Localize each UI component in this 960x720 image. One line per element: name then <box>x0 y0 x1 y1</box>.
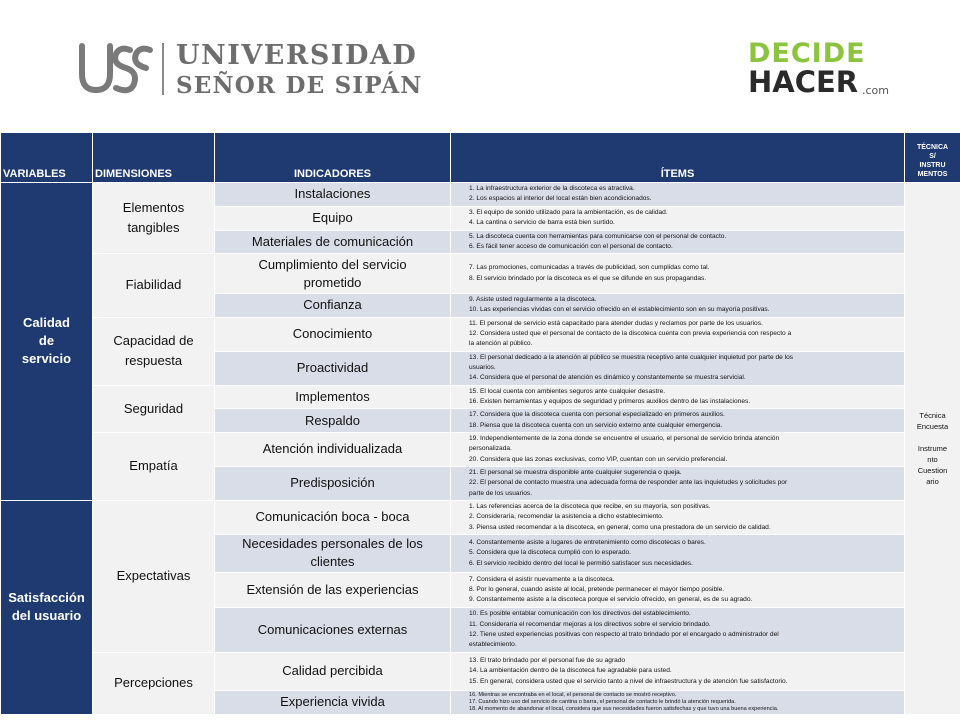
hacer-word: HACER <box>748 65 859 99</box>
item-line: 8. El servicio brindado por la discoteca es el que se difunde en sus propagandas. <box>469 274 707 282</box>
technique-cell <box>905 183 960 715</box>
dimension-expectativas: Expectativas <box>93 500 215 652</box>
items-cell <box>451 690 905 714</box>
items-cell <box>451 351 905 385</box>
table-row <box>1 500 960 534</box>
table-row <box>1 254 960 294</box>
item-line: 13. El personal dedicado a la atención al público se muestra receptivo ante cualquier inquietud por parte de los <box>469 353 794 361</box>
item-line: 1. La infraestructura exterior de la discoteca es atractiva. <box>469 185 635 192</box>
table-row <box>1 652 960 690</box>
indicator-cell: Materiales de comunicación <box>215 230 451 254</box>
indicator-cell: Experiencia vivida <box>215 690 451 714</box>
item-line: 6. Es fácil tener acceso de comunicación con el personal de contacto. <box>469 242 673 250</box>
items-cell <box>451 534 905 572</box>
header-tecnicas-line: INSTRU <box>919 162 946 169</box>
indicator-cell: Confianza <box>215 294 451 318</box>
indicator-cell: Proactividad <box>215 351 451 385</box>
technique-line: Encuesta <box>916 421 949 431</box>
operationalization-table <box>0 132 960 720</box>
item-line: 8. Por lo general, cuando asiste al local, pretende permanecer el mayor tiempo posible. <box>469 585 725 593</box>
technique-line: nto <box>927 454 938 464</box>
item-line: 18. Al momento de abandonar el local, considera que sus necesidades fueron satisfechas y que tuvo una buena experiencia. <box>469 705 779 712</box>
item-line: 9. Constantemente asiste a la discoteca porque el servicio ofrecido, en general, es de su agrado. <box>469 596 753 604</box>
item-line: 7. Considera el asistir nuevamente a la discoteca. <box>469 575 615 583</box>
dimension-fiabilidad: Fiabilidad <box>93 254 215 318</box>
uss-logo <box>74 40 422 98</box>
logo-separator <box>162 43 164 95</box>
item-line: 10. Es posible entablar comunicación con los directivos del establecimiento. <box>469 610 691 618</box>
indicator-cell: Instalaciones <box>215 183 451 207</box>
item-line: 11. El personal de servicio está capacitado para atender dudas y reclamos por parte de los usuarios. <box>469 319 763 327</box>
item-line: 15. El local cuenta con ambientes seguros ante cualquier desastre. <box>469 387 666 395</box>
indicator-cell: Conocimiento <box>215 317 451 351</box>
header-variables: VARIABLES <box>1 133 93 183</box>
item-line: parte de los usuarios. <box>469 489 533 497</box>
item-line: 3. El equipo de sonido utilizado para la ambientación, es de calidad. <box>469 208 668 216</box>
indicator-cell: Predisposición <box>215 466 451 500</box>
uss-mark-text: USS <box>114 97 117 98</box>
items-cell <box>451 607 905 652</box>
dimension-label: Elementos tangibles <box>122 200 185 236</box>
dimension-percepciones: Percepciones <box>93 652 215 714</box>
item-line: 11. Consideraría el recomendar mejoras a los directivos sobre el servicio brindado. <box>469 620 711 628</box>
item-line: 18. Piensa que la discoteca cuenta con un servicio externo ante cualquier emergencia. <box>469 421 723 429</box>
indicator-cell: Equipo <box>215 206 451 230</box>
items-cell <box>451 572 905 607</box>
items-cell <box>451 254 905 294</box>
item-line: usuarios. <box>469 364 496 372</box>
item-line: 3. Piensa usted recomendar a la discoteca, en general, como una prestadora de un servicio de calidad. <box>469 523 771 531</box>
indicator-cell: Extensión de las experiencias <box>215 572 451 607</box>
technique-line: Técnica <box>919 410 946 420</box>
dimension-capacidad <box>93 317 215 385</box>
item-line: 21. El personal se muestra disponible ante cualquier sugerencia o queja. <box>469 469 682 477</box>
items-cell <box>451 466 905 500</box>
decide-word: DECIDE <box>748 38 866 69</box>
indicator-cell: Comunicaciones externas <box>215 607 451 652</box>
technique-line: ario <box>926 476 939 486</box>
items-cell <box>451 206 905 230</box>
item-line: 16. Existen herramientas y equipos de seguridad y primeros auxilios dentro de las instalaciones. <box>469 398 751 406</box>
items-cell <box>451 500 905 534</box>
item-line: 14. Considera que el personal de atención es dinámico y constantemente se muestra servicial. <box>469 374 746 382</box>
items-cell <box>451 409 905 433</box>
uss-mark-icon <box>74 40 154 98</box>
page-header <box>0 0 960 132</box>
item-line: 6. El servicio recibido dentro del local le permitió satisfacer sus necesidades. <box>469 559 693 567</box>
item-line: 9. Asiste usted regularmente a la discoteca. <box>469 296 597 304</box>
item-line: 12. Considera usted que el personal de contacto de la discoteca cuenta con previa experiencia con respecto a <box>469 330 792 338</box>
items-cell <box>451 230 905 254</box>
item-line: 10. Las experiencias vividas con el servicio ofrecido en el establecimiento son en su mayoría positivas. <box>469 306 770 314</box>
dotcom-suffix: .com <box>862 84 889 97</box>
item-line: 5. La discoteca cuenta con herramientas para comunicarse con el personal de contacto. <box>469 232 727 240</box>
table-row <box>1 432 960 466</box>
items-cell <box>451 294 905 318</box>
dimension-empatia: Empatía <box>93 432 215 500</box>
items-cell <box>451 183 905 207</box>
indicator-cell <box>215 534 451 572</box>
dimension-label: Capacidad de respuesta <box>113 333 194 369</box>
header-tecnicas-line: TÉCNICA <box>916 144 949 151</box>
item-line: 7. Las promociones, comunicadas a través de publicidad, son cumplidas como tal. <box>469 264 710 272</box>
item-line: 4. Constantemente asiste a lugares de entretenimiento como discotecas o bares. <box>469 539 706 547</box>
technique-spacer <box>905 432 960 443</box>
uss-line1: UNIVERSIDAD <box>176 39 418 71</box>
variable-label: Calidad de servicio <box>21 315 72 367</box>
item-line: 13. El trato brindado por el personal fue de su agrado <box>469 657 626 665</box>
header-indicadores: INDICADORES <box>215 133 451 183</box>
item-line: 5. Considera que la discoteca cumplió con lo esperado. <box>469 549 632 557</box>
item-line: 17. Cuando hizo uso del servicio de cantina o barra, el personal de contacto le brindó la atención requerida. <box>469 699 736 706</box>
variable-calidad <box>1 183 93 501</box>
item-line: personalizada. <box>469 445 512 453</box>
item-line: la atención al público. <box>469 340 533 348</box>
item-line: 14. La ambientación dentro de la discoteca fue agradable para usted. <box>469 667 672 675</box>
item-line: 20. Considera que las zonas exclusivas, como VIP, cuentan con un servicio preferencial. <box>469 455 728 463</box>
items-cell <box>451 432 905 466</box>
indicator-cell: Respaldo <box>215 409 451 433</box>
indicator-cell: Atención individualizada <box>215 432 451 466</box>
header-tecnicas-line: MENTOS <box>917 171 948 178</box>
item-line: 15. En general, considera usted que el servicio tanto a nivel de infraestructura y de atención fue satisfactorio. <box>469 677 788 685</box>
items-cell <box>451 317 905 351</box>
item-line: 19. Independientemente de la zona donde se encuentre el usuario, el personal de servicio brinda atención <box>469 435 780 443</box>
technique-line: Instrume <box>917 443 948 453</box>
item-line: 2. Los espacios al interior del local están bien acondicionados. <box>469 195 652 203</box>
table-row <box>1 183 960 207</box>
item-line: 4. La cantina o servicio de barra está bien surtido. <box>469 219 615 227</box>
indicator-cell: Calidad percibida <box>215 652 451 690</box>
table-row <box>1 385 960 409</box>
item-line: 2. Consideraría, recomendar la asistencia a dicho establecimiento. <box>469 513 664 521</box>
decide-hacer-logo <box>748 40 898 100</box>
item-line: 17. Considera que la discoteca cuenta con personal especializado en primeros auxilios. <box>469 411 725 419</box>
item-line: 12. Tiene usted experiencias positivas con respecto al trato brindado por el encargado o administrador del <box>469 630 779 638</box>
indicator-label: Necesidades personales de los clientes <box>242 536 423 570</box>
dimension-seguridad: Seguridad <box>93 385 215 432</box>
indicator-label: Cumplimiento del servicio prometido <box>258 256 407 290</box>
indicator-cell <box>215 254 451 294</box>
header-dimensiones: DIMENSIONES <box>93 133 215 183</box>
indicator-cell: Implementos <box>215 385 451 409</box>
item-line: establecimiento. <box>469 641 517 649</box>
uss-wordmark <box>176 39 423 99</box>
item-line: 1. Las referencias acerca de la discoteca que recibe, en su mayoría, son positivas. <box>469 503 711 511</box>
items-cell <box>451 652 905 690</box>
header-items: ÍTEMS <box>451 133 905 183</box>
variable-label: Satisfacción del usuario <box>8 590 85 624</box>
items-cell <box>451 385 905 409</box>
dimension-elementos <box>93 183 215 254</box>
uss-line2: SEÑOR DE SIPÁN <box>176 71 423 99</box>
table-row <box>1 317 960 351</box>
indicator-cell: Comunicación boca - boca <box>215 500 451 534</box>
technique-line: Cuestion <box>917 465 948 475</box>
header-tecnicas-line: S/ <box>929 153 936 160</box>
item-line: 22. El personal de contacto muestra una adecuada forma de responder ante las inquietudes y solicitudes por <box>469 479 788 487</box>
variable-satisfaccion <box>1 500 93 714</box>
item-line: 16. Mientras se encontraba en el local, el personal de contacto se mostró receptivo. <box>469 692 677 699</box>
header-tecnicas <box>905 133 960 183</box>
